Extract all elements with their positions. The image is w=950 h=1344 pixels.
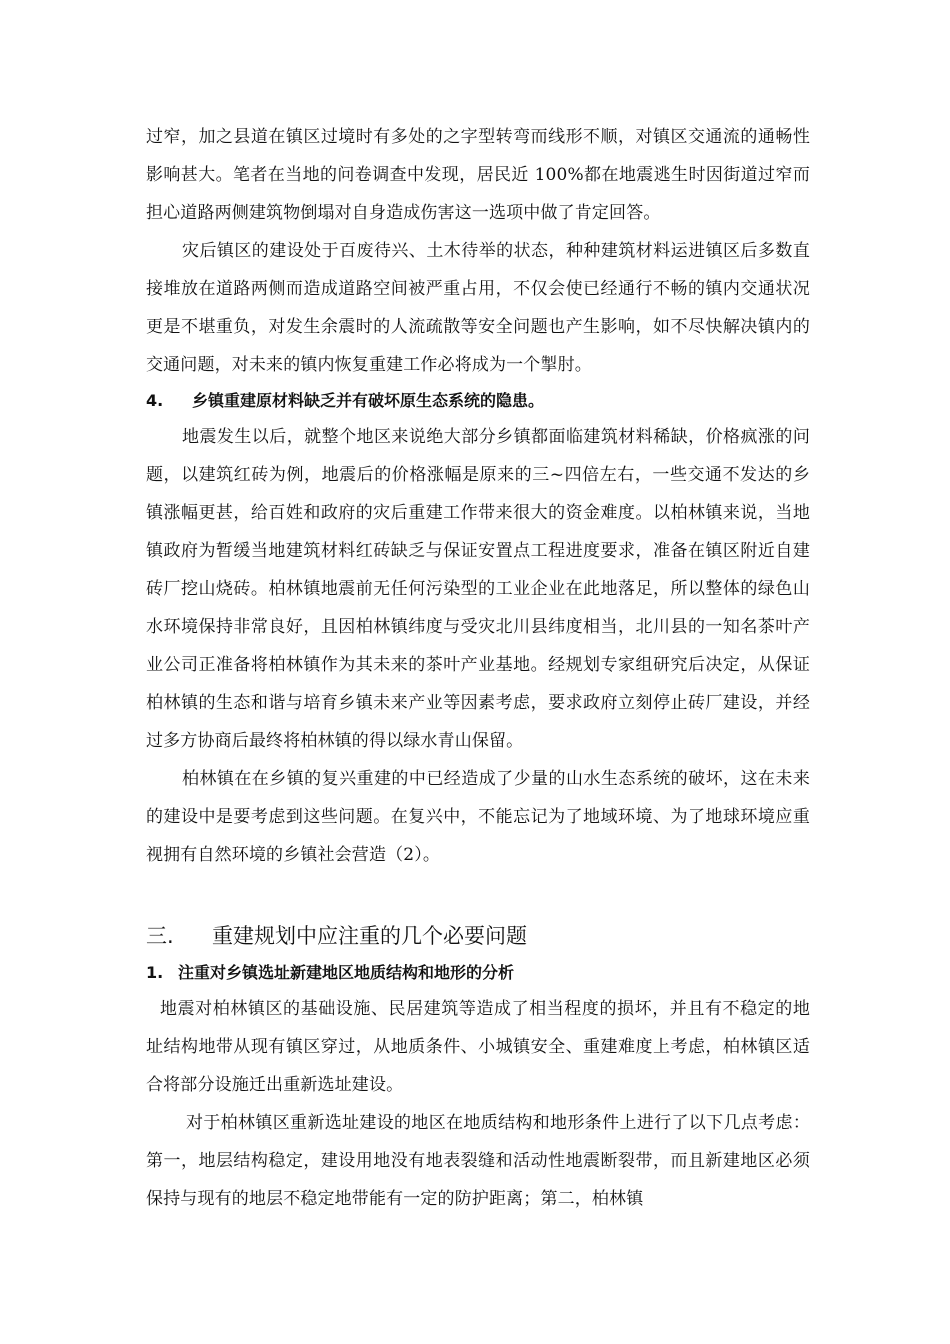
heading-item-1 — [146, 956, 810, 990]
heading-number: 1. — [146, 963, 164, 982]
section-heading-3 — [146, 916, 810, 956]
paragraph-geology-considerations: 对于柏林镇区重新选址建设的地区在地质结构和地形条件上进行了以下几点考虑：第一，地层结构稳定，建设用地没有地表裂缝和活动性地震断裂带，而且新建地区必须保持与现有的地层不稳定地带能有一定的防护距离；第二，柏林镇 — [146, 1113, 810, 1209]
section-number: 三. — [146, 924, 174, 948]
heading-text: 乡镇重建原材料缺乏并有破坏原生态系统的隐患。 — [192, 391, 545, 410]
paragraph-site-selection: 地震对柏林镇区的基础设施、民居建筑等造成了相当程度的损坏，并且有不稳定的地址结构地带从现有镇区穿过，从地质条件、小城镇安全、重建难度上考虑，柏林镇区适合将部分设施迁出重新选址建设。 — [146, 999, 810, 1095]
section-title: 重建规划中应注重的几个必要问题 — [212, 924, 527, 948]
heading-number: 4. — [146, 391, 164, 410]
document-page — [146, 118, 810, 1218]
paragraph-material-shortage: 地震发生以后，就整个地区来说绝大部分乡镇都面临建筑材料稀缺，价格疯涨的问题，以建筑红砖为例，地震后的价格涨幅是原来的三~四倍左右，一些交通不发达的乡镇涨幅更甚，给百姓和政府的灾后重建工作带来很大的资金难度。以柏林镇来说，当地镇政府为暂缓当地建筑材料红砖缺乏与保证安置点工程进度要求，准备在镇区附近自建砖厂挖山烧砖。柏林镇地震前无任何污染型的工业企业在此地落足，所以整体的绿色山水环境保持非常良好，且因柏林镇纬度与受灾北川县纬度相当，北川县的一知名茶叶产业公司正准备将柏林镇作为其未来的茶叶产业基地。经规划专家组研究后决定，从保证柏林镇的生态和谐与培育乡镇未来产业等因素考虑，要求政府立刻停止砖厂建设，并经过多方协商后最终将柏林镇的得以绿水青山保留。 — [146, 427, 810, 751]
heading-item-4 — [146, 384, 810, 418]
paragraph-ecology: 柏林镇在在乡镇的复兴重建的中已经造成了少量的山水生态系统的破坏，这在未来的建设中是要考虑到这些问题。在复兴中，不能忘记为了地域环境、为了地球环境应重视拥有自然环境的乡镇社会营造（2）。 — [146, 769, 810, 865]
paragraph-material-stacking: 灾后镇区的建设处于百废待兴、土木待举的状态，种种建筑材料运进镇区后多数直接堆放在道路两侧而造成道路空间被严重占用，不仅会使已经通行不畅的镇内交通状况更是不堪重负，对发生余震时的人流疏散等安全问题也产生影响，如不尽快解决镇内的交通问题，对未来的镇内恢复重建工作必将成为一个掣肘。 — [146, 241, 810, 375]
paragraph-traffic-survey: 过窄，加之县道在镇区过境时有多处的之字型转弯而线形不顺，对镇区交通流的通畅性影响甚大。笔者在当地的问卷调查中发现，居民近 100%都在地震逃生时因街道过窄而担心道路两侧建筑物倒塌对自身造成伤害这一选项中做了肯定回答。 — [146, 127, 810, 223]
heading-text: 注重对乡镇选址新建地区地质结构和地形的分析 — [178, 963, 515, 982]
